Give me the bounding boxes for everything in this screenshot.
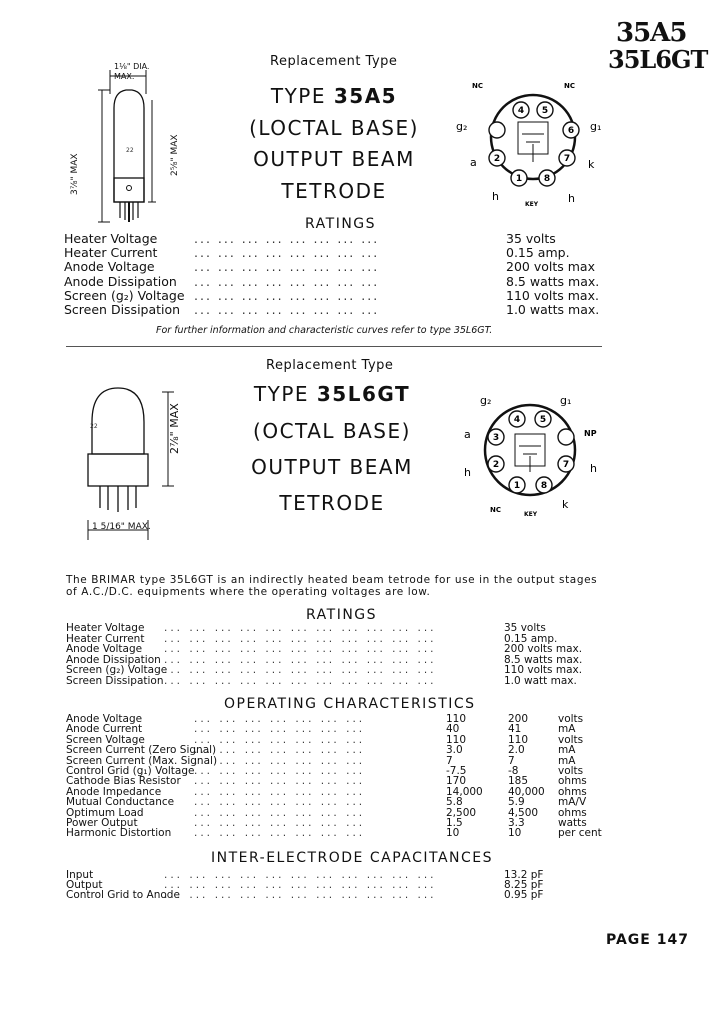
tube2-kind1: OUTPUT BEAM <box>251 455 413 479</box>
operating-unit: ohms <box>558 806 587 819</box>
table-row <box>64 246 624 260</box>
leader-dots: ... ... ... ... ... ... ... <box>194 785 366 798</box>
capacitance-title: INTER-ELECTRODE CAPACITANCES <box>211 850 494 866</box>
operating-value-2: 5.9 <box>508 796 525 809</box>
tube2-pin-a: a <box>464 428 471 441</box>
operating-label: Optimum Load <box>66 806 144 819</box>
tube2-pin-num-1: 1 <box>513 481 521 491</box>
tube2-pin-k: k <box>562 498 569 511</box>
tube1-type-code: 35A5 <box>333 84 398 108</box>
operating-value-2: 10 <box>508 827 522 840</box>
operating-unit: mA <box>558 754 576 767</box>
operating-value-1: 110 <box>446 733 467 746</box>
leader-dots: ... ... ... ... ... ... ... ... ... ... ... <box>164 675 437 687</box>
leader-dots: ... ... ... ... ... ... ... ... <box>194 259 380 275</box>
leader-dots: ... ... ... ... ... ... ... <box>194 733 366 746</box>
operating-label: Harmonic Distortion <box>66 827 172 840</box>
operating-unit: volts <box>558 713 584 725</box>
tube1-base: (LOCTAL BASE) <box>249 116 419 140</box>
leader-dots: ... ... ... ... ... ... ... ... ... ... ... <box>164 653 437 666</box>
tube2-pin-num-5: 5 <box>539 415 547 425</box>
rating-label: Anode Dissipation <box>66 653 161 666</box>
tube2-pin-g2: g₂ <box>480 394 492 407</box>
operating-value-1: 10 <box>446 827 460 840</box>
operating-value-2: 2.0 <box>508 744 525 757</box>
table-row <box>64 232 624 246</box>
capacitance-value: 0.95 pF <box>504 889 544 902</box>
operating-label: Screen Current (Zero Signal) <box>66 744 217 757</box>
leader-dots: ... ... ... ... ... ... ... ... ... ... ... <box>164 664 437 677</box>
capacitance-label: Output <box>66 879 103 892</box>
leader-dots: ... ... ... ... ... ... ... <box>194 723 366 736</box>
rating-label: Screen Dissipation <box>64 302 181 317</box>
rating-label: Heater Voltage <box>66 622 145 634</box>
leader-dots: ... ... ... ... ... ... ... ... ... ... ... <box>164 632 437 645</box>
leader-dots: ... ... ... ... ... ... ... <box>194 775 366 788</box>
rating-value: 1.0 watt max. <box>504 675 577 687</box>
operating-value-2: 200 <box>508 713 529 725</box>
capacitance-value: 13.2 pF <box>504 869 544 881</box>
tube2-type-code: 35L6GT <box>316 382 411 406</box>
rating-value: 110 volts max. <box>504 664 583 677</box>
operating-value-1: 5.8 <box>446 796 463 809</box>
operating-label: Power Output <box>66 817 138 829</box>
tube1-outline-drawing <box>96 60 206 230</box>
leader-dots: ... ... ... ... ... ... ... <box>194 713 366 725</box>
rating-label: Anode Voltage <box>64 259 155 275</box>
tube1-pin-num-6: 6 <box>567 126 575 136</box>
rating-value: 35 volts <box>504 622 546 634</box>
table-row <box>64 303 624 317</box>
leader-dots: ... ... ... ... ... ... ... ... ... ... ... <box>164 643 437 656</box>
rating-label: Screen Dissipation <box>66 675 164 687</box>
table-row <box>64 275 624 289</box>
tube2-key-label: KEY <box>524 511 538 518</box>
operating-title: OPERATING CHARACTERISTICS <box>224 696 476 712</box>
tube1-note: For further information and characteristic curves refer to type 35L6GT. <box>156 325 493 336</box>
tube1-ratings-title: RATINGS <box>305 216 377 232</box>
rating-label: Heater Voltage <box>64 231 158 246</box>
operating-value-2: 7 <box>508 754 515 767</box>
rating-label: Screen (g₂) Voltage <box>66 664 168 677</box>
operating-value-2: 185 <box>508 775 529 788</box>
tube2-pin-num-2: 2 <box>492 460 500 470</box>
leader-dots: ... ... ... ... ... ... ... ... <box>194 273 380 289</box>
rating-value: 200 volts max <box>506 259 595 275</box>
operating-value-1: 3.0 <box>446 744 463 757</box>
tube2-pin-g1: g₁ <box>560 394 572 407</box>
tube1-replacement-label: Replacement Type <box>270 54 398 69</box>
leader-dots: ... ... ... ... ... ... ... ... <box>194 302 380 317</box>
tube1-height1-dim: 3⅞" MAX <box>70 153 80 195</box>
tube1-pin-nc-right: NC <box>564 82 575 90</box>
operating-value-1: 40 <box>446 723 460 736</box>
tube2-kind2: TETRODE <box>279 491 385 515</box>
tube2-dia-dim: 1 5/16" MAX. <box>92 522 151 532</box>
rating-value: 200 volts max. <box>504 643 583 656</box>
operating-label: Anode Impedance <box>66 785 162 798</box>
operating-value-1: 170 <box>446 775 467 788</box>
operating-value-1: 2,500 <box>446 806 477 819</box>
tube1-key-label: KEY <box>525 201 539 208</box>
leader-dots: ... ... ... ... ... ... ... <box>194 806 366 819</box>
table-row <box>64 260 624 274</box>
tube1-kind1: OUTPUT BEAM <box>253 147 415 171</box>
tube1-dia-dim: 1⅛" DIA. MAX. <box>114 62 150 81</box>
operating-value-2: 3.3 <box>508 817 525 829</box>
rating-label: Heater Current <box>64 245 158 261</box>
tube2-pin-num-7: 7 <box>562 460 570 470</box>
leader-dots: ... ... ... ... ... ... ... ... <box>194 287 380 303</box>
operating-unit: volts <box>558 765 584 777</box>
table-row <box>66 676 626 687</box>
operating-unit: ohms <box>558 775 587 788</box>
tube2-pin-nc: NC <box>490 506 501 514</box>
tube1-pin-g2: g₂ <box>456 120 468 133</box>
tube1-type-title <box>214 84 454 108</box>
rating-value: 35 volts <box>506 231 556 246</box>
leader-dots: ... ... ... ... ... ... ... <box>194 744 366 757</box>
corner-title-2: 35L6GT <box>608 45 708 74</box>
rating-value: 8.5 watts max. <box>504 653 583 666</box>
leader-dots: ... ... ... ... ... ... ... <box>194 754 366 767</box>
tube1-pin-h-left: h <box>492 190 499 203</box>
operating-value-2: 40,000 <box>508 785 545 798</box>
tube1-pin-num-7: 7 <box>563 154 571 164</box>
operating-label: Anode Voltage <box>66 713 143 725</box>
operating-label: Cathode Bias Resistor <box>66 775 181 788</box>
operating-unit: volts <box>558 733 584 746</box>
operating-unit: mA <box>558 744 576 757</box>
tube1-pin-k: k <box>588 158 595 171</box>
table-row <box>64 289 624 303</box>
rating-value: 1.0 watts max. <box>506 302 600 317</box>
tube1-height2-dim: 2⅝" MAX <box>170 134 180 176</box>
tube2-pin-num-4: 4 <box>513 415 521 425</box>
tube1-pin-g1: g₁ <box>590 120 602 133</box>
operating-unit: mA <box>558 723 576 736</box>
svg-text:22: 22 <box>126 147 134 154</box>
operating-value-1: 1.5 <box>446 817 463 829</box>
operating-value-1: 110 <box>446 713 467 725</box>
operating-value-2: 4,500 <box>508 806 539 819</box>
leader-dots: ... ... ... ... ... ... ... <box>194 765 366 777</box>
operating-value-1: 7 <box>446 754 453 767</box>
tube2-height-dim: 2⅞" MAX <box>168 403 181 454</box>
operating-label: Control Grid (g₁) Voltage <box>66 765 195 777</box>
operating-unit: watts <box>558 817 587 829</box>
operating-unit: mA/V <box>558 796 587 809</box>
tube2-ratings-title: RATINGS <box>306 607 378 623</box>
leader-dots: ... ... ... ... ... ... ... ... ... ... ... <box>164 889 437 902</box>
tube2-type-prefix: TYPE <box>253 382 310 406</box>
operating-label: Screen Current (Max. Signal) <box>66 754 218 767</box>
tube2-type-title <box>212 382 452 406</box>
tube2-base-diagram <box>460 392 610 522</box>
tube1-pin-num-4: 4 <box>517 106 525 116</box>
operating-value-2: -8 <box>508 765 519 777</box>
leader-dots: ... ... ... ... ... ... ... ... ... ... ... <box>164 869 437 881</box>
capacitance-value: 8.25 pF <box>504 879 544 892</box>
tube2-pin-num-8: 8 <box>540 481 548 491</box>
leader-dots: ... ... ... ... ... ... ... ... <box>194 231 380 246</box>
tube2-replacement-label: Replacement Type <box>266 358 394 373</box>
operating-value-2: 41 <box>508 723 522 736</box>
tube2-pin-num-3: 3 <box>492 433 500 443</box>
tube1-pin-num-2: 2 <box>493 154 501 164</box>
leader-dots: ... ... ... ... ... ... ... ... ... ... ... <box>164 879 437 892</box>
tube1-base-diagram <box>452 82 612 212</box>
leader-dots: ... ... ... ... ... ... ... ... <box>194 245 380 261</box>
table-row <box>66 890 626 901</box>
tube1-kind2: TETRODE <box>281 179 387 203</box>
operating-label: Anode Current <box>66 723 143 736</box>
rating-value: 0.15 amp. <box>506 245 570 261</box>
leader-dots: ... ... ... ... ... ... ... ... ... ... ... <box>164 622 437 634</box>
capacitance-label: Input <box>66 869 94 881</box>
leader-dots: ... ... ... ... ... ... ... <box>194 817 366 829</box>
tube1-pin-nc-left: NC <box>472 82 483 90</box>
operating-label: Mutual Conductance <box>66 796 175 809</box>
tube1-pin-h-right: h <box>568 192 575 205</box>
tube1-pin-num-5: 5 <box>541 106 549 116</box>
tube2-pin-np: NP <box>584 429 597 438</box>
capacitance-label: Control Grid to Anode <box>66 889 180 902</box>
rating-label: Anode Dissipation <box>64 273 177 289</box>
operating-value-1: 14,000 <box>446 785 483 798</box>
rating-label: Anode Voltage <box>66 643 143 656</box>
tube1-pin-a: a <box>470 156 477 169</box>
tube2-pin-h-right: h <box>590 462 597 475</box>
operating-unit: ohms <box>558 785 587 798</box>
tube2-pin-h-left: h <box>464 466 471 479</box>
corner-title-1: 35A5 <box>616 18 687 48</box>
rating-value: 110 volts max. <box>506 287 599 303</box>
rating-value: 8.5 watts max. <box>506 273 600 289</box>
tube2-base: (OCTAL BASE) <box>253 419 411 443</box>
operating-label: Screen Voltage <box>66 733 145 746</box>
table-row <box>66 828 636 839</box>
divider <box>66 346 602 347</box>
tube1-pin-num-8: 8 <box>543 174 551 184</box>
tube2-description: The BRIMAR type 35L6GT is an indirectly heated beam tetrode for use in the output stages of A.C./D.C. equipments where the operating voltages are low. <box>66 574 598 598</box>
operating-unit: per cent <box>558 827 602 840</box>
tube1-pin-num-1: 1 <box>515 174 523 184</box>
rating-label: Heater Current <box>66 632 145 645</box>
leader-dots: ... ... ... ... ... ... ... <box>194 796 366 809</box>
leader-dots: ... ... ... ... ... ... ... <box>194 827 366 840</box>
rating-label: Screen (g₂) Voltage <box>64 287 185 303</box>
svg-text:22: 22 <box>90 423 98 430</box>
page-number: PAGE 147 <box>606 932 689 948</box>
tube1-type-prefix: TYPE <box>270 84 327 108</box>
operating-value-1: -7.5 <box>446 765 467 777</box>
operating-value-2: 110 <box>508 733 529 746</box>
rating-value: 0.15 amp. <box>504 632 558 645</box>
